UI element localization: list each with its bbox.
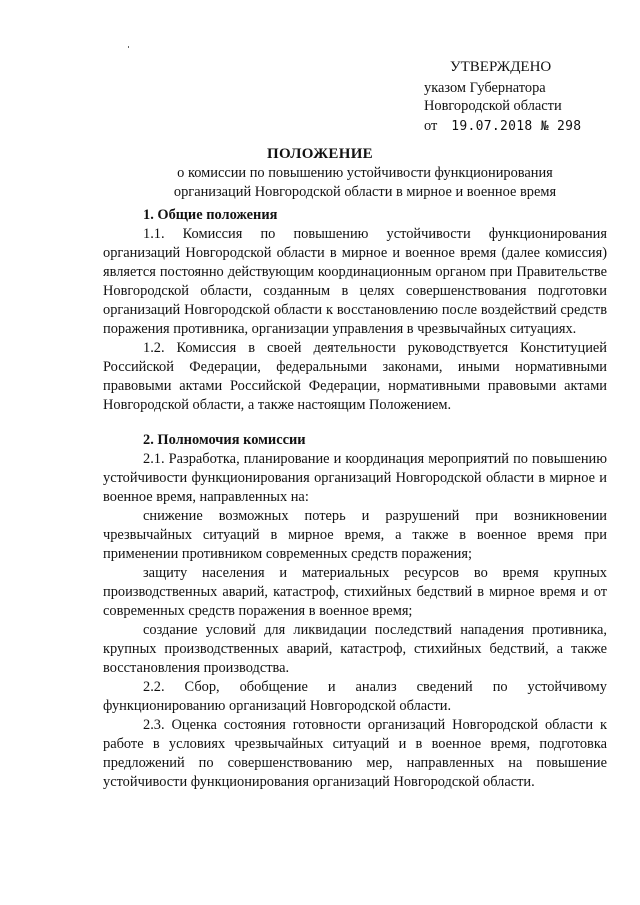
paragraph: 2.1. Разработка, планирование и координация мероприятий по повышению устойчивости функционирования организаций Новгородской области в мирное и военное время, направленных на: xyxy=(103,451,607,505)
document-subtitle: о комиссии по повышению устойчивости функционирования организаций Новгородской области в мирное и военное время xyxy=(173,165,557,200)
section-heading: 1. Общие положения xyxy=(143,207,278,223)
approval-decree-line: указом Губернатора xyxy=(424,80,546,96)
approval-date-line xyxy=(424,117,624,136)
paragraph: 2.2. Сбор, обобщение и анализ сведений по устойчивому функционированию организаций Новгородской области. xyxy=(103,679,607,714)
approval-heading: УТВЕРЖДЕНО xyxy=(450,59,552,75)
paragraph: защиту населения и материальных ресурсов во время крупных производственных аварий, катастроф, стихийных бедствий в мирное время и от современных средств поражения в военное время; xyxy=(103,565,607,619)
approval-date-value: 19.07.2018 № 298 xyxy=(451,119,582,134)
paragraph: 2.3. Оценка состояния готовности организаций Новгородской области к работе в условиях чрезвычайных ситуаций и в военное время, подготовка предложений по совершенствованию мер, направленных на повышение устойчивости функционирования организаций Новгородской области. xyxy=(103,717,607,790)
section-spacer xyxy=(103,415,607,431)
document-body xyxy=(103,206,607,792)
document-title: ПОЛОЖЕНИЕ xyxy=(267,146,373,162)
scan-mark xyxy=(128,46,129,48)
paragraph: 1.2. Комиссия в своей деятельности руководствуется Конституцией Российской Федерации, федеральными законами, иными нормативными правовыми актами Российской Федерации, нормативными правовыми актами Новгородской области, а также настоящим Положением. xyxy=(103,340,607,413)
paragraph: снижение возможных потерь и разрушений при возникновении чрезвычайных ситуаций в мирное время, а также в военное время при применении противником современных средств поражения; xyxy=(103,508,607,562)
section-heading: 2. Полномочия комиссии xyxy=(143,432,306,448)
paragraph: создание условий для ликвидации последствий нападения противника, крупных производственных аварий, катастроф, стихийных бедствий, а также восстановления производства. xyxy=(103,622,607,676)
approval-region-line: Новгородской области xyxy=(424,98,562,114)
paragraph: 1.1. Комиссия по повышению устойчивости функционирования организаций Новгородской области в мирное и военное время (далее комиссия) является постоянно действующим координационным органом при Правительстве Новгородской области, созданным в целях совершенствования подготовки организаций Новгородской области к восстановлению после воздействий средств поражения противника, организации управления в чрезвычайных ситуациях. xyxy=(103,226,607,337)
approval-date-prefix: от xyxy=(424,118,438,134)
